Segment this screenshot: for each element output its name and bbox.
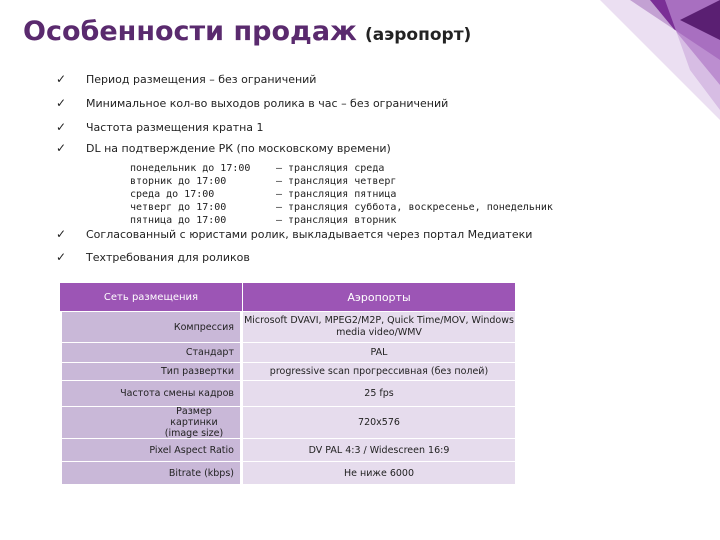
check-icon: ✓ — [56, 250, 67, 264]
page-title — [23, 10, 471, 48]
table-row — [60, 312, 516, 343]
table-header-right: Аэропорты — [243, 283, 516, 312]
table-row — [60, 381, 516, 407]
tech-requirements-table — [59, 282, 516, 485]
check-icon: ✓ — [56, 96, 67, 110]
check-icon: ✓ — [56, 141, 67, 155]
row-value: 720x576 — [243, 407, 516, 439]
list-item: ✓ Частота размещения кратна 1 — [56, 120, 264, 134]
schedule-row: среда до 17:00 – трансляция пятница — [130, 189, 397, 200]
table-header-row — [60, 283, 516, 312]
row-value: 25 fps — [243, 381, 516, 407]
list-item: ✓ Минимальное кол-во выходов ролика в час – без ограничений — [56, 96, 449, 110]
row-value: Не ниже 6000 — [243, 462, 516, 485]
table-row — [60, 462, 516, 485]
schedule-row: четверг до 17:00 – трансляция суббота, воскресенье, понедельник — [130, 202, 553, 213]
list-item: ✓ Период размещения – без ограничений — [56, 72, 317, 86]
row-label: Стандарт — [185, 347, 234, 358]
table-row — [60, 439, 516, 462]
corner-decoration — [570, 0, 720, 120]
list-item: ✓ Техтребования для роликов — [56, 250, 250, 264]
check-icon: ✓ — [56, 120, 67, 134]
row-value: progressive scan прогрессивная (без полей) — [243, 363, 516, 381]
list-item: ✓ Согласованный с юристами ролик, выкладывается через портал Медиатеки — [56, 227, 533, 241]
title-sub: (аэропорт) — [364, 25, 472, 45]
row-value: DV PAL 4:3 / Widescreen 16:9 — [243, 439, 516, 462]
row-label: Тип развертки — [160, 366, 234, 377]
title-main: Особенности продаж — [23, 16, 357, 47]
row-value: PAL — [243, 343, 516, 363]
row-label: Частота смены кадров — [120, 388, 234, 399]
row-label: Bitrate (kbps) — [168, 467, 234, 479]
check-icon: ✓ — [56, 72, 67, 86]
deadline-schedule — [130, 162, 553, 227]
list-item: ✓ DL на подтверждение РК (по московскому времени) — [56, 141, 391, 155]
schedule-row: понедельник до 17:00 – трансляция среда — [130, 163, 385, 174]
row-value: Microsoft DVAVI, MPEG2/M2P, Quick Time/MOV, Windows media video/WMV — [243, 312, 516, 343]
row-label: Pixel Aspect Ratio — [149, 444, 234, 456]
row-label: Компрессия — [173, 321, 234, 333]
table-row — [60, 407, 516, 439]
check-icon: ✓ — [56, 227, 67, 241]
table-row — [60, 343, 516, 363]
table-row — [60, 363, 516, 381]
schedule-row: пятница до 17:00 – трансляция вторник — [130, 215, 397, 226]
schedule-row: вторник до 17:00 – трансляция четверг — [130, 176, 397, 187]
row-label: Размер картинки (image size) — [164, 406, 224, 439]
table-header-left: Сеть размещения — [60, 283, 243, 312]
